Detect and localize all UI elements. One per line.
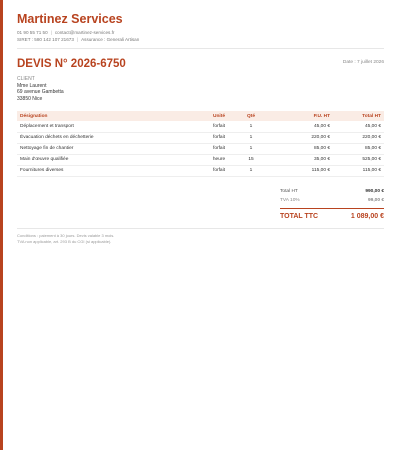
separator: |	[76, 36, 79, 42]
footer-conditions: Conditions : paiement à 30 jours. Devis valable 3 mois.	[17, 232, 115, 238]
table-row	[17, 154, 384, 165]
client-block	[17, 76, 384, 102]
table-header-row	[17, 111, 384, 121]
cell-unit: forfait	[199, 165, 239, 176]
company-siret: SIRET : 580 142 107 21673	[17, 36, 74, 42]
cell-designation: Évacuation déchets en déchetterie	[17, 132, 199, 143]
quote-date: Date : 7 juillet 2026	[342, 60, 384, 66]
total-ttc-value: 1 089,00 €	[350, 213, 384, 221]
separator: |	[50, 30, 52, 35]
cell-unit: heure	[199, 154, 239, 165]
cell-designation: Fournitures diverses	[17, 165, 199, 176]
cell-unit: forfait	[199, 121, 239, 132]
cell-designation: Main d'œuvre qualifiée	[17, 154, 199, 165]
client-street: 69 avenue Gambetta	[17, 89, 64, 96]
company-email: contact@martinez-services.fr	[54, 30, 115, 35]
cell-total: 85,00 €	[333, 143, 384, 154]
vat-value: 99,00 €	[367, 197, 384, 203]
cell-unit-price: 35,00 €	[263, 154, 333, 165]
total-ht-row	[280, 187, 384, 196]
accent-bar	[0, 0, 3, 450]
cell-designation: Déplacement et transport	[17, 121, 199, 132]
total-ht-value: 990,00 €	[365, 188, 384, 194]
total-ttc-row	[280, 210, 384, 224]
header-unit: Unité	[213, 113, 225, 119]
client-name: Mme Laurent	[17, 82, 47, 89]
cell-total: 115,00 €	[333, 165, 384, 176]
header-designation: Désignation	[20, 113, 48, 119]
quote-document	[17, 12, 384, 245]
client-label: CLIENT	[17, 76, 35, 83]
table-row	[17, 165, 384, 176]
cell-unit-price: 220,00 €	[263, 132, 333, 143]
vat-row	[280, 196, 384, 205]
cell-unit-price: 85,00 €	[263, 143, 333, 154]
cell-qty: 1	[239, 132, 263, 143]
header-divider	[17, 48, 384, 49]
totals-divider	[280, 208, 384, 209]
company-insurance: Assurance : Generali Artisan	[81, 36, 140, 42]
cell-qty: 1	[239, 165, 263, 176]
items-table	[17, 111, 384, 177]
client-city: 33850 Nice	[17, 95, 43, 102]
cell-qty: 1	[239, 143, 263, 154]
table-row	[17, 132, 384, 143]
cell-qty: 1	[239, 121, 263, 132]
cell-unit-price: 45,00 €	[263, 121, 333, 132]
totals-block	[280, 187, 384, 224]
footer-notes	[17, 233, 384, 245]
total-ttc-label: TOTAL TTC	[280, 213, 319, 221]
company-header	[17, 12, 384, 43]
cell-unit-price: 115,00 €	[263, 165, 333, 176]
quote-header	[17, 58, 384, 71]
vat-label: TVA 10%	[280, 197, 300, 203]
footer-divider	[17, 228, 384, 229]
table-row	[17, 121, 384, 132]
cell-total: 45,00 €	[333, 121, 384, 132]
cell-total: 220,00 €	[333, 132, 384, 143]
cell-qty: 15	[239, 154, 263, 165]
company-name: Martinez Services	[17, 12, 123, 26]
cell-unit: forfait	[199, 143, 239, 154]
company-phone: 01 90 55 71 50	[17, 30, 48, 35]
header-total: Total HT	[362, 113, 381, 119]
quote-title: DEVIS N° 2026-6750	[17, 58, 126, 71]
cell-unit: forfait	[199, 132, 239, 143]
cell-total: 525,00 €	[333, 154, 384, 165]
header-qty: Qté	[247, 113, 255, 119]
footer-vat-note: TVA non applicable, art. 293 B du CGI (si applicable).	[17, 238, 112, 244]
cell-designation: Nettoyage fin de chantier	[17, 143, 199, 154]
company-contact	[17, 30, 384, 43]
total-ht-label: Total HT	[280, 188, 298, 194]
table-row	[17, 143, 384, 154]
header-unit-price: P.U. HT	[313, 113, 330, 119]
